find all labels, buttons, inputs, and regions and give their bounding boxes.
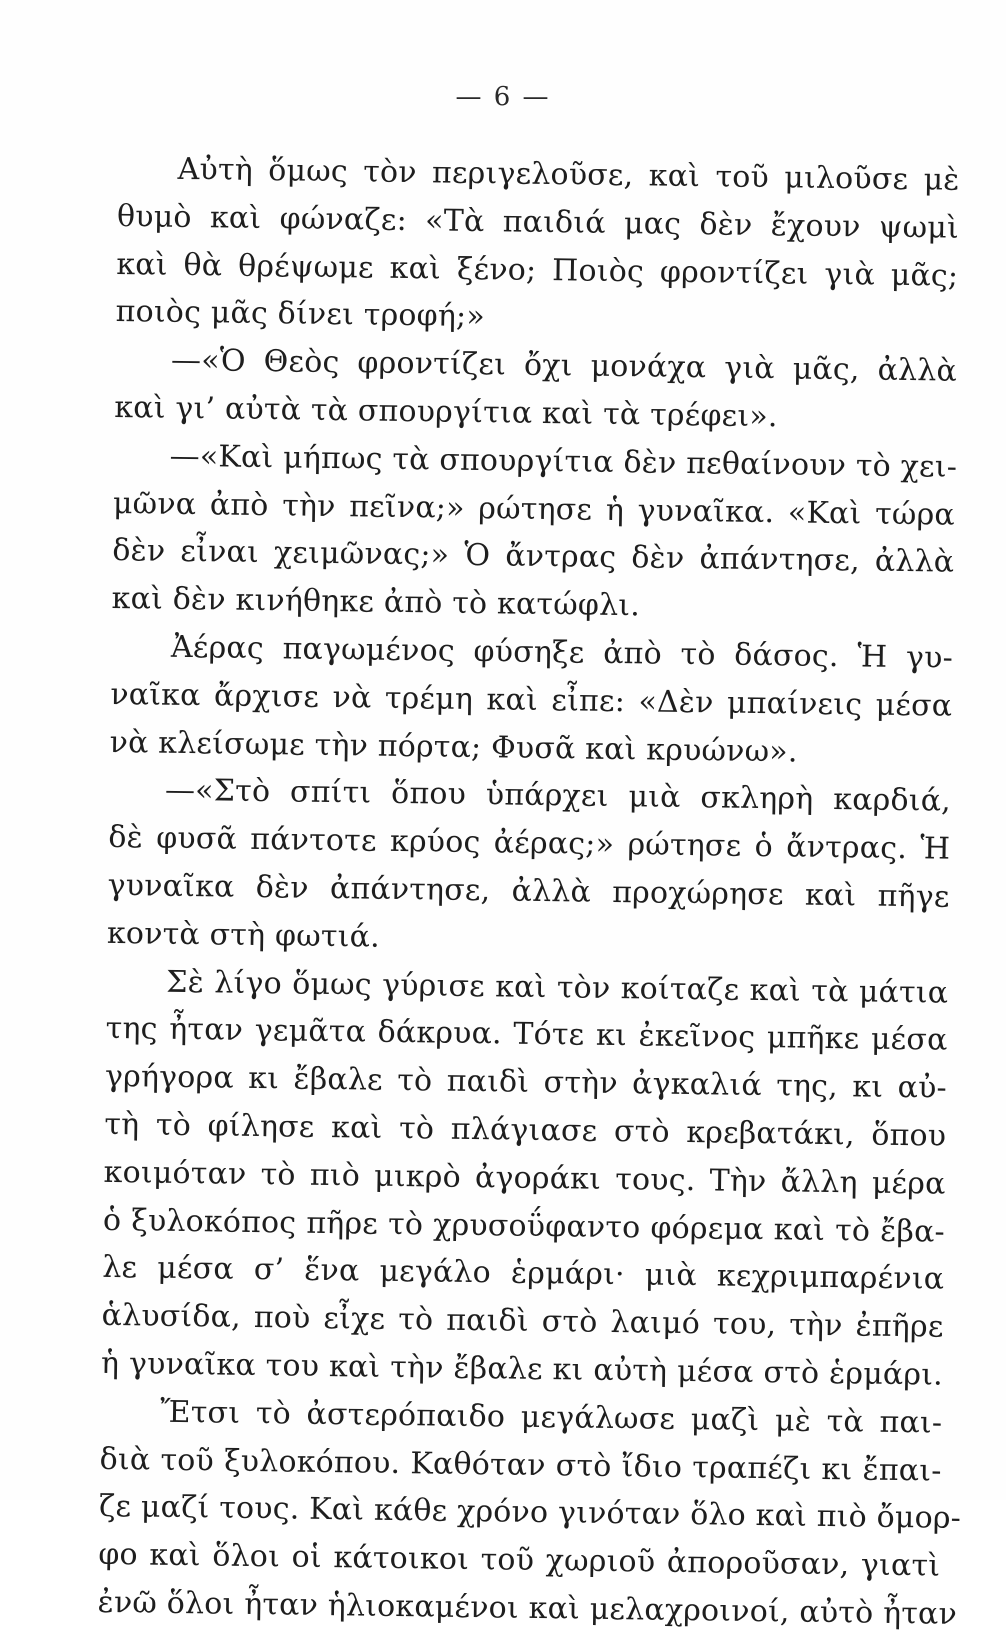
text-line: —«Καὶ μήπως τὰ σπουργίτια δὲν πεθαίνουν τὸ χει- [169,438,958,485]
text-line: καὶ γι’ αὐτὰ τὰ σπουργίτια καὶ τὰ τρέφει». [114,389,778,435]
text-line: καὶ θὰ θρέψωμε καὶ ξένο; Ποιὸς φροντίζει γιὰ μᾶς; [116,246,959,294]
text-line: ἁλυσίδα, ποὺ εἶχε τὸ παιδὶ στὸ λαιμό του, τὴν ἐπῆρε [101,1298,944,1345]
body-text [97,145,960,1638]
text-line: Ἔτσι τὸ ἀστερόπαιδο μεγάλωσε μαζὶ μὲ τὰ παι- [160,1394,943,1441]
text-line: ἡ γυναῖκα του καὶ τὴν ἔβαλε κι αὐτὴ μέσα στὸ ἑρμάρι. [100,1345,944,1393]
text-line: θυμὸ καὶ φώναζε: «Τὰ παιδιά μας δὲν ἔχουν ψωμὶ [116,198,960,246]
text-line: μῶνα ἀπὸ τὴν πεῖνα;» ρώτησε ἡ γυναῖκα. «Καὶ τώρα [112,485,956,533]
text-line: —«Στὸ σπίτι ὅπου ὑπάρχει μιὰ σκληρὴ καρδιά, [164,773,952,820]
text-line: Ἀέρας παγωμένος φύσηξε ἀπὸ τὸ δάσος. Ἡ γυ- [170,629,954,676]
text-line: δὲ φυσᾶ πάντοτε κρύος ἀέρας;» ρώτησε ὁ ἄντρας. Ἡ [108,820,951,867]
text-line: λε μέσα σ’ ἕνα μεγάλο ἑρμάρι· μιὰ κεχριμπαρένια [102,1250,945,1297]
text-line: καὶ δὲν κινήθηκε ἀπὸ τὸ κατώφλι. [111,581,641,624]
text-line: κοντὰ στὴ φωτιά. [106,915,381,955]
text-line: Αὐτὴ ὅμως τὸν περιγελοῦσε, καὶ τοῦ μιλοῦσε μὲ [177,151,960,198]
text-line: ποιὸς μᾶς δίνει τροφή;» [115,294,486,335]
text-line: φο καὶ ὅλοι οἱ κάτοικοι τοῦ χωριοῦ ἀποροῦσαν, γιατὶ [98,1536,941,1584]
text-line: γυναῖκα δὲν ἀπάντησε, ἀλλὰ προχώρησε καὶ πῆγε [107,867,950,915]
text-line: δὲν εἶναι χειμῶνας;» Ὁ ἄντρας δὲν ἀπάντησε, ἀλλὰ [112,533,955,581]
text-line: διὰ τοῦ ξυλοκόπου. Καθόταν στὸ ἴδιο τραπέζι κι ἔπαι- [99,1441,942,1489]
text-line: της ἦταν γεμᾶτα δάκρυα. Τότε κι ἐκεῖνος μπῆκε μέσα [105,1011,948,1059]
text-line: νὰ κλείσωμε τὴν πόρτα; Φυσᾶ καὶ κρυώνω». [109,724,798,770]
text-line: Σὲ λίγο ὅμως γύρισε καὶ τὸν κοίταζε καὶ τὰ μάτια [166,964,949,1011]
text-line: γρήγορα κι ἔβαλε τὸ παιδὶ στὴν ἀγκαλιά της, κι αὐ- [104,1059,948,1106]
text-line: —«Ὁ Θεὸς φροντίζει ὄχι μονάχα γιὰ μᾶς, ἀλλὰ [170,342,958,389]
text-line: ὁ ξυλοκόπος πῆρε τὸ χρυσοΰφαντο φόρεμα καὶ τὸ ἔβα- [102,1202,946,1250]
text-line: τὴ τὸ φίλησε καὶ τὸ πλάγιασε στὸ κρεβατάκι, ὅπου [104,1106,947,1154]
text-line: ζε μαζί τους. Καὶ κάθε χρόνο γινόταν ὅλο καὶ πιὸ ὄμορ- [98,1489,962,1537]
page-number: — 6 — [455,82,551,112]
text-line: ἐνῶ ὅλοι ἦταν ἡλιοκαμένοι καὶ μελαχροινοί, αὐτὸ ἦταν [97,1584,958,1632]
text-line: κοιμόταν τὸ πιὸ μικρὸ ἀγοράκι τους. Τὴν ἄλλη μέρα [103,1154,946,1202]
text-line: ναῖκα ἄρχισε νὰ τρέμη καὶ εἶπε: «Δὲν μπαίνεις μέσα [110,676,953,724]
